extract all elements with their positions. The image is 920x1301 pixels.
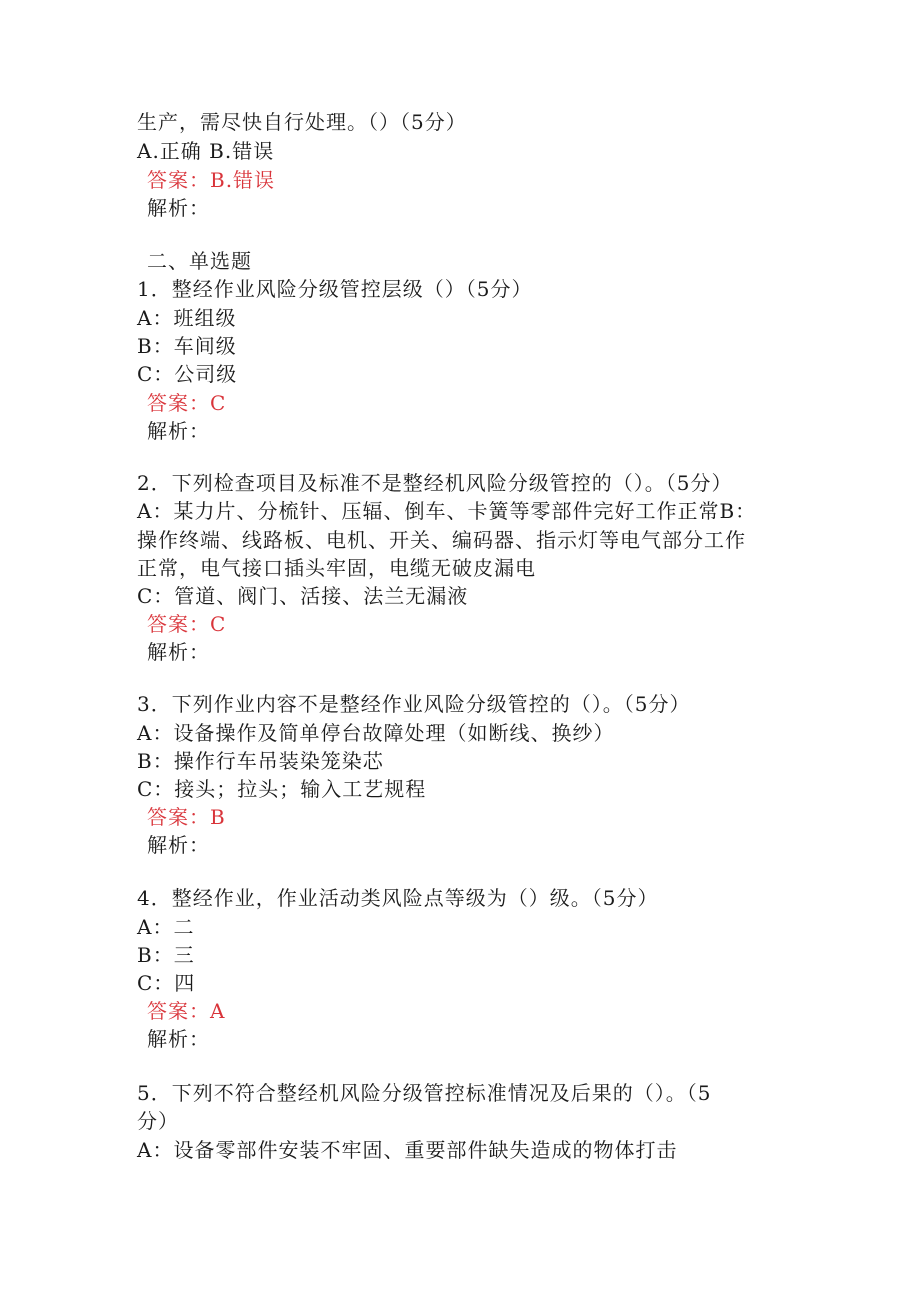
question-options: A.正确 B.错误 — [137, 139, 275, 163]
question-text: 3．下列作业内容不是整经作业风险分级管控的（）。（5分） — [137, 692, 691, 716]
answer-text: 答案：B — [147, 805, 226, 829]
option-c: C：四 — [137, 971, 196, 995]
option-a: A：设备操作及简单停台故障处理（如断线、换纱） — [137, 721, 615, 745]
question-text: 5．下列不符合整经机风险分级管控标准情况及后果的（）。（5 — [137, 1081, 712, 1105]
question-text: 2．下列检查项目及标准不是整经机风险分级管控的（）。（5分） — [137, 471, 733, 495]
option-b: B：操作行车吊装染笼染芯 — [137, 749, 384, 773]
analysis-label: 解析： — [147, 196, 210, 220]
answer-text: 答案：A — [147, 999, 226, 1023]
option-c: C：管道、阀门、活接、法兰无漏液 — [137, 584, 469, 608]
question-text: 4．整经作业，作业活动类风险点等级为（）级。（5分） — [137, 886, 659, 910]
option-a: A：班组级 — [137, 306, 237, 330]
option-b: B：三 — [137, 943, 195, 967]
option-c: C：接头；拉头；输入工艺规程 — [137, 777, 427, 801]
option-a: A：二 — [137, 915, 195, 939]
option-b-continued: 正常，电气接口插头牢固，电缆无破皮漏电 — [137, 556, 536, 580]
analysis-label: 解析： — [147, 419, 210, 443]
analysis-label: 解析： — [147, 640, 210, 664]
section-title: 二、单选题 — [147, 249, 252, 273]
option-c: C：公司级 — [137, 362, 238, 386]
option-b: 操作终端、线路板、电机、开关、编码器、指示灯等电气部分工作 — [137, 528, 746, 552]
option-a: A：设备零部件安装不牢固、重要部件缺失造成的物体打击 — [137, 1138, 678, 1162]
analysis-label: 解析： — [147, 833, 210, 857]
answer-text: 答案：C — [147, 391, 227, 415]
question-text-continued: 分） — [137, 1109, 179, 1133]
option-b: B：车间级 — [137, 334, 237, 358]
option-a: A：某力片、分梳针、压辐、倒车、卡簧等零部件完好工作正常B： — [137, 499, 757, 523]
question-text: 1．整经作业风险分级管控层级（）（5分） — [137, 277, 533, 301]
answer-text: 答案：C — [147, 612, 227, 636]
answer-text: 答案：B.错误 — [147, 168, 276, 192]
question-text: 生产，需尽快自行处理。（）（5分） — [137, 110, 467, 134]
analysis-label: 解析： — [147, 1027, 210, 1051]
